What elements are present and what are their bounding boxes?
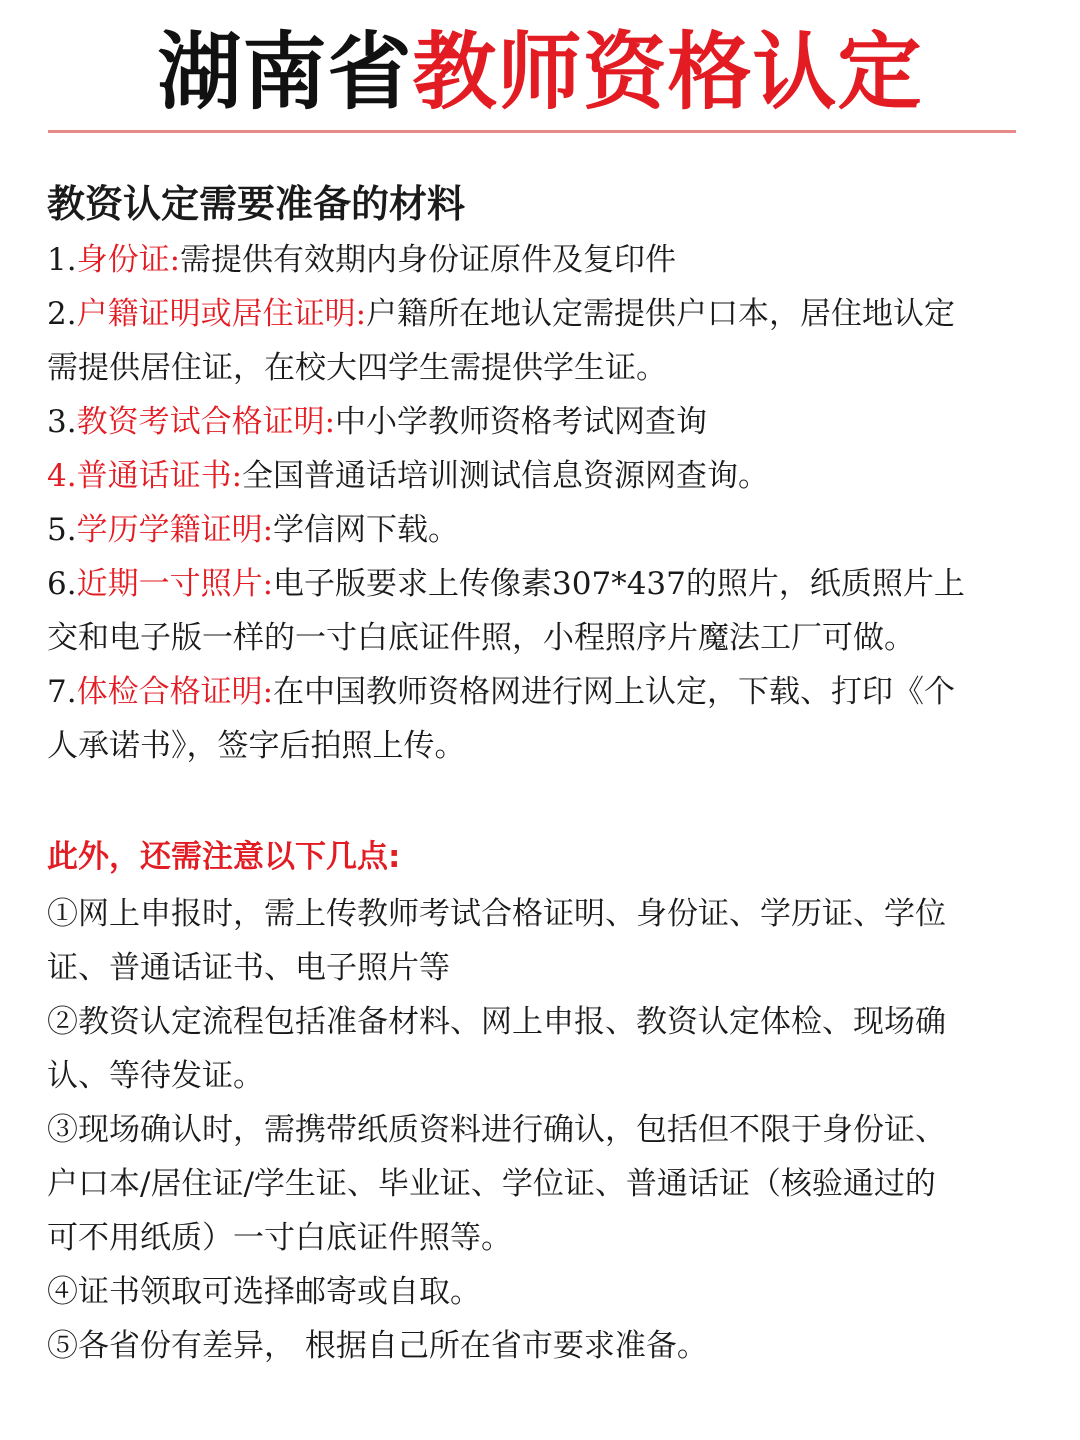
title-province: 湖南省	[157, 23, 413, 121]
note-line: 可不用纸质）一寸白底证件照等。	[47, 1220, 512, 1256]
material-item-4	[47, 449, 1037, 503]
item-number: 4.	[47, 458, 77, 494]
material-item-7	[47, 665, 1037, 719]
material-item-1	[47, 233, 1037, 287]
note-line: 户口本/居住证/学生证、毕业证、学位证、普通话证（核验通过的	[47, 1166, 936, 1202]
item-label: 近期一寸照片:	[76, 566, 274, 602]
materials-heading: 教资认定需要准备的材料	[47, 182, 466, 226]
item-number: 6.	[47, 566, 77, 602]
item-label: 普通话证书:	[76, 458, 243, 494]
title-divider	[48, 130, 1016, 133]
item-text: 学信网下载。	[273, 512, 460, 548]
notes-heading: 此外，还需注意以下几点:	[47, 839, 401, 875]
section-spacer	[47, 773, 1037, 827]
note-line: ④证书领取可选择邮寄或自取。	[47, 1274, 481, 1310]
material-item-2	[47, 287, 1037, 341]
item-number: 1.	[47, 242, 77, 278]
item-label: 户籍证明或居住证明:	[76, 296, 367, 332]
material-item-6-continued	[47, 611, 1037, 665]
item-text: 交和电子版一样的一寸白底证件照，小程照序片魔法工厂可做。	[47, 620, 915, 656]
item-label: 学历学籍证明:	[76, 512, 274, 548]
note-line: 认、等待发证。	[47, 1058, 264, 1094]
item-text: 中小学教师资格考试网查询	[335, 404, 708, 440]
item-number: 5.	[47, 512, 77, 548]
note-line: ②教资认定流程包括准备材料、网上申报、教资认定体检、现场确	[47, 1004, 946, 1040]
item-text: 户籍所在地认定需提供户口本，居住地认定	[366, 296, 956, 332]
material-item-7-continued	[47, 719, 1037, 773]
note-line: ①网上申报时，需上传教师考试合格证明、身份证、学历证、学位	[47, 896, 946, 932]
material-item-3	[47, 395, 1037, 449]
item-text: 人承诺书》，签字后拍照上传。	[47, 728, 466, 764]
note-line: 证、普通话证书、电子照片等	[47, 950, 450, 986]
material-item-5	[47, 503, 1037, 557]
item-text: 需提供有效期内身份证原件及复印件	[180, 242, 677, 278]
item-number: 7.	[47, 674, 77, 710]
item-text: 电子版要求上传像素307*437的照片，纸质照片上	[273, 566, 965, 602]
item-text: 需提供居住证，在校大四学生需提供学生证。	[47, 350, 667, 386]
note-line: ⑤各省份有差异， 根据自己所在省市要求准备。	[47, 1328, 708, 1364]
title-topic: 教师资格认定	[412, 23, 923, 121]
item-text: 全国普通话培训测试信息资源网查询。	[242, 458, 770, 494]
note-line: ③现场确认时，需携带纸质资料进行确认，包括但不限于身份证、	[47, 1112, 946, 1148]
material-item-2-continued	[47, 341, 1037, 395]
material-item-6	[47, 557, 1037, 611]
item-number: 3.	[47, 404, 77, 440]
content	[47, 175, 1037, 1373]
item-label: 身份证:	[76, 242, 181, 278]
page-title	[0, 22, 1080, 122]
item-label: 体检合格证明:	[76, 674, 274, 710]
item-text: 在中国教师资格网进行网上认定，下载、打印《个	[273, 674, 956, 710]
item-label: 教资考试合格证明:	[76, 404, 336, 440]
item-number: 2.	[47, 296, 77, 332]
